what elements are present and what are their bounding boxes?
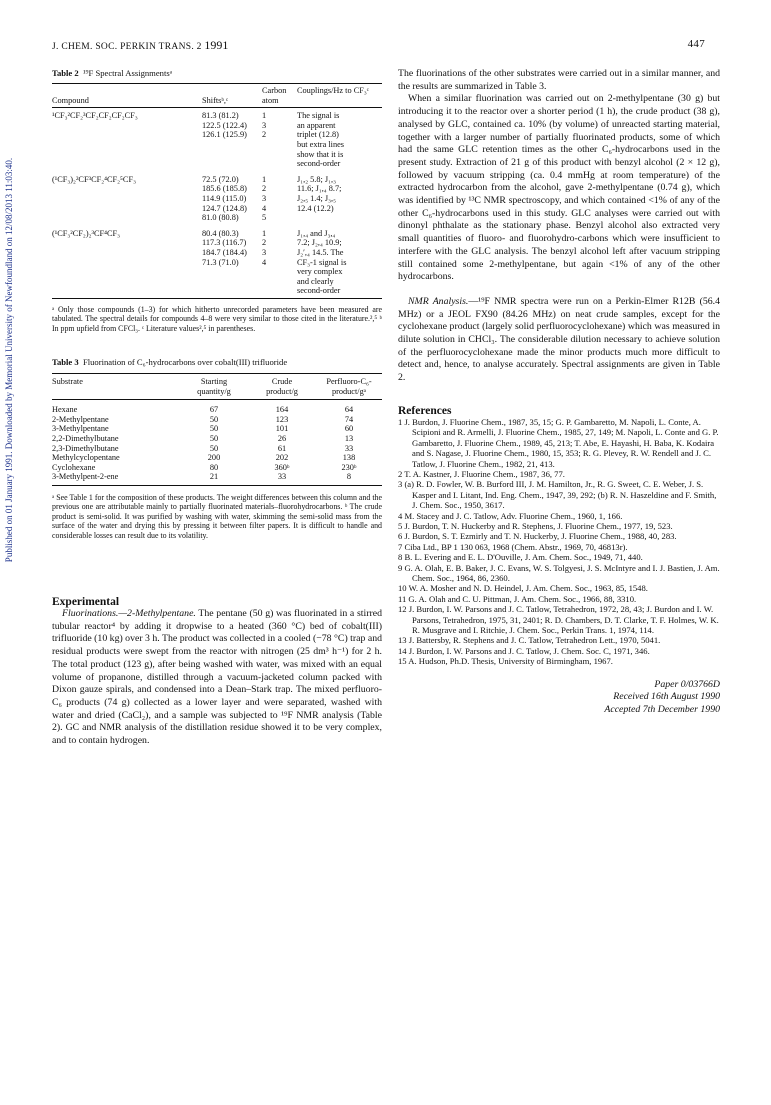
table3-cell: Hexane [52, 405, 78, 415]
experimental-lead: Fluorinations.—2-Methylpentane. [62, 608, 196, 620]
experimental-body: The pentane (50 g) was fluorinated in a stirred tubular reactor⁴ by adding it dropwise to a heated (360 °C) bed of cobalt(III) trifluoride (10 kg) over 3 h. The product was collected in a cooled (−78 °C) trap and residual products were swept from the reactor with nitrogen (25 dm³ h⁻¹) for 2 h. The total product (123 g), after being washed with water, was mixed with an equal volume of propanone, distilled through a vacuum-jacketed column packed with Dixon gauze spirals, and condensed into a Dean–Stark trap. The mixed perfluoro-C₆ products (74 g) collected as a lower layer and were separated, washed with water and dried (CaCl₂), and a sample was subjected to ¹⁹F NMR analysis (Table 2). GC and NMR analysis of the distillation residue showed it to be very complex, and to contain hydrogen. [52, 608, 383, 747]
table2-cell: 2 [262, 184, 267, 194]
table3-header-cell [52, 387, 180, 397]
reference-item: 7 Ciba Ltd., BP 1 130 063, 1968 (Chem. Abstr., 1969, 70, 46813r). [398, 541, 628, 552]
table3-row [52, 463, 382, 473]
table2-cell: 1 [262, 174, 267, 184]
table3-row [52, 434, 382, 444]
table2-cell: 124.7 (124.8) [202, 203, 247, 213]
table3-header-cell: product/gᵃ [331, 386, 367, 396]
table3-cell: 101 [275, 424, 289, 434]
table2-col-shifts: Shiftsᵇ,ᶜ [202, 95, 229, 105]
table2-cell: 117.3 (116.7) [202, 238, 247, 248]
journal-year: 1991 [204, 38, 229, 52]
table2-cell: J₂′,₄ 14.5. The [297, 247, 344, 257]
table3-cell: 13 [344, 434, 354, 444]
table3-header-row [52, 387, 382, 397]
table2-body [52, 111, 382, 296]
table3-cell: 33 [277, 472, 287, 482]
table2-bottom-rule [52, 298, 382, 299]
experimental-text [52, 608, 382, 748]
table2-cell: 7.2; J₂,₄ 10.9; [297, 238, 342, 248]
table2-row [52, 258, 382, 268]
table3-row [52, 453, 382, 463]
table2-cell [202, 159, 262, 169]
table2-cell [262, 140, 297, 150]
table2-cell [202, 286, 262, 296]
table2-cell [202, 277, 262, 287]
table2-row [52, 175, 382, 185]
table2-cell: The signal is [297, 111, 340, 121]
table2-cell: 2 [262, 130, 267, 140]
table2-col-compound: Compound [52, 95, 89, 105]
table2-cell: J₁,₂ 5.8; J₁,₃ [297, 174, 337, 184]
table3-cell: 164 [275, 405, 289, 415]
table3-row [52, 424, 382, 434]
table2-cell: very complex [297, 267, 343, 277]
table2-cell: 71.3 (71.0) [202, 257, 239, 267]
table2-cell [52, 267, 202, 277]
table3-cell: 2-Methylpentane [52, 414, 109, 424]
reference-item: 8 B. L. Evering and E. L. D'Ouville, J. Am. Chem. Soc., 1949, 71, 440. [398, 552, 643, 563]
table2-row [52, 150, 382, 160]
table2-cell: 3 [262, 193, 267, 203]
right-column [398, 68, 720, 716]
reference-item: 3 (a) R. D. Fowler, W. B. Burford III, J. M. Hamilton, Jr., R. G. Sweet, C. E. Weber, J. S. Kasper and I. Litant, Ind. Eng. Chem., 1947, 39, 292; (b) R. N. Haszeldine and F. Smith, J. Chem. Soc., 1950, 3617. [398, 479, 717, 511]
reference-item: 11 G. A. Olah and C. U. Pittman, J. Am. Chem. Soc., 1966, 88, 3310. [398, 593, 637, 604]
table2-cell: 3 [262, 247, 267, 257]
table2-cell: CF₃-1 signal is [297, 257, 347, 267]
table3-cell: 3-Methylpent-2-ene [52, 472, 119, 482]
table2-cell [52, 277, 202, 287]
table3-cell: 2,3-Dimethylbutane [52, 443, 119, 453]
table2-cell: 126.1 (125.9) [202, 130, 247, 140]
table2-cell: 5 [262, 213, 267, 223]
table2-row [52, 213, 382, 223]
table2-cell: 80.4 (80.3) [202, 228, 239, 238]
table2-cell [262, 150, 297, 160]
table2-row [52, 248, 382, 258]
table2-cell [52, 213, 202, 223]
table3-cell: 8 [346, 472, 352, 482]
table2-cell: 81.0 (80.8) [202, 213, 239, 223]
table2-row [52, 159, 382, 169]
table2-cell [52, 130, 202, 140]
table3-row [52, 405, 382, 415]
table2-cell: and clearly [297, 276, 334, 286]
left-column [52, 68, 382, 748]
table3-label: Table 3 [52, 357, 79, 368]
table2-label: Table 2 [52, 68, 79, 78]
table2-cell: 1 [262, 228, 267, 238]
paper-id: Paper 0/03766D [654, 678, 720, 690]
received-date: Received 16th August 1990 [613, 691, 720, 703]
table3-row [52, 415, 382, 425]
table2-cell: ¹CF₃²CF₂³CF₂CF₂CF₂CF₃ [52, 111, 138, 121]
table2-cell [52, 258, 202, 268]
table3-cell: 60 [344, 424, 354, 434]
table2-row [52, 267, 382, 277]
table2-caption [52, 68, 382, 79]
table2-cell: J₁,₄ and J₃,₄ [297, 228, 336, 238]
table3-cell: 33 [344, 443, 354, 453]
reference-item: 15 A. Hudson, Ph.D. Thesis, University of Birmingham, 1967. [398, 656, 613, 667]
table3-cell: 80 [209, 462, 219, 472]
right-para-1: The fluorinations of the other substrates were carried out in a similar manner, and the results are summarized in Table 3. [398, 68, 720, 92]
table3-header-cell: Starting [200, 377, 228, 387]
table2-cell [52, 194, 202, 204]
table2-col-couplings: Couplings/Hz to CF₃ᶜ [297, 86, 369, 95]
table2-cell [52, 159, 202, 169]
table2-cell: 185.6 (185.8) [202, 184, 247, 194]
table2-col-carbon: Carbon atom [262, 86, 287, 105]
table2-title: ¹⁹F Spectral Assignmentsᵃ [82, 68, 173, 78]
table3-cell: 21 [209, 472, 219, 482]
reference-item: 1 J. Burdon, J. Fluorine Chem., 1987, 35, 15; G. P. Gambaretto, M. Napoli, L. Conte, A. Scipioni and R. Armelli, J. Fluorine Chem., 1985, 27, 149; M. Napoli, L. Conte and G. P. Gambaretto, J. Fluorine Chem., 1989, 45, 213; T. Abe, E. Hayashi, H. Baba, K. Kodaira and S. Nagase, J. Fluorine Chem., 1980, 15, 353; R. G. Plevey, R. W. Rendell and J. C. Tatlow, J. Fluorine Chem., 1982, 21, 413. [398, 416, 719, 469]
table2-cell: 11.6; J₁,₄ 8.7; [297, 184, 342, 194]
reference-item: 13 J. Battersby, R. Stephens and J. C. Tatlow, Tetrahedron Lett., 1970, 5041. [398, 635, 661, 646]
table3-cell: 200 [207, 453, 221, 463]
reference-item: 5 J. Burdon, T. N. Huckerby and R. Stephens, J. Fluorine Chem., 1977, 19, 523. [398, 520, 673, 531]
table3-cell: 67 [209, 405, 219, 415]
table3-header-cell: product/g [266, 386, 298, 396]
table2-cell [202, 150, 262, 160]
table3-title: Fluorination of C₆-hydrocarbons over cobalt(III) trifluoride [82, 357, 288, 368]
nmr-lead: NMR Analysis. [408, 295, 469, 307]
table2-cell: 4 [262, 257, 267, 267]
table2-cell: 72.5 (72.0) [202, 174, 239, 184]
table2-cell: 122.5 (122.4) [202, 120, 247, 130]
reference-item: 2 T. A. Kastner, J. Fluorine Chem., 1987, 36, 77. [398, 468, 565, 479]
table2-cell: J₂,₅ 1.4; J₃,₅ [297, 193, 337, 203]
table2-row [52, 111, 382, 121]
table3-header [52, 377, 382, 405]
table3-row [52, 472, 382, 482]
nmr-para [398, 296, 720, 385]
table2-cell: second-order [297, 159, 341, 169]
accepted-date: Accepted 7th December 1990 [604, 703, 720, 715]
table2-cell: 2 [262, 238, 267, 248]
table2-cell: 114.9 (115.0) [202, 193, 247, 203]
table2-row [52, 238, 382, 248]
journal-name: J. CHEM. SOC. PERKIN TRANS. 2 [52, 42, 202, 52]
table3-top-rule [52, 373, 382, 374]
table3-cell: 64 [344, 405, 354, 415]
table3-cell: 3-Methylpentane [52, 424, 109, 434]
table2-cell [297, 213, 382, 223]
table2-header-rule [52, 107, 382, 108]
table2-cell [52, 248, 202, 258]
reference-item: 10 W. A. Mosher and N. D. Heindel, J. Am. Chem. Soc., 1963, 85, 1548. [398, 583, 648, 594]
table3-bottom-rule [52, 485, 382, 486]
table2-cell: 184.7 (184.4) [202, 247, 247, 257]
references-heading: References [398, 404, 452, 417]
table2-row [52, 140, 382, 150]
table2-cell: but extra lines [297, 139, 345, 149]
table2-cell [262, 159, 297, 169]
table3-cell: 138 [342, 453, 356, 463]
table2-cell [202, 267, 262, 277]
table3-caption [52, 357, 382, 368]
table3-cell: 50 [209, 434, 219, 444]
table3-cell: 50 [209, 424, 219, 434]
table3-cell: Methylcyclopentane [52, 453, 120, 463]
table2-cell: 1 [262, 111, 267, 121]
table3 [52, 377, 382, 482]
table2-row [52, 286, 382, 296]
table3-header-row [52, 377, 382, 387]
table3-header-cell: Perfluoro-C₆- [326, 377, 372, 387]
table2-cell: triplet (12.8) [297, 130, 339, 140]
table2-cell [52, 286, 202, 296]
table3-cell: 26 [277, 434, 287, 444]
table3-footnote: ᵃ See Table 1 for the composition of these products. The weight differences between this column and the previous one are attributable mainly to partially fluorinated materials–fluorohydrocarbons. ᵇ The crude product is semi-solid. It was purified by washing with water, skimming the semi-solid mass from the surface of the water and drying this by pressing it between filter papers. It is difficult to handle and considerable losses can result due to its volatility. [52, 493, 382, 540]
table2-row [52, 130, 382, 140]
table3-header-cell: Crude [271, 377, 293, 387]
watermark-text: Published on 01 January 1991. Downloaded by Memorial University of Newfoundland on 12/08/2013 11:03:40. [4, 157, 14, 563]
table2-cell: show that it is [297, 149, 344, 159]
table2-row [52, 184, 382, 194]
submission-info [398, 679, 720, 717]
table3-cell: Cyclohexane [52, 462, 96, 472]
running-header [52, 38, 228, 53]
table2-cell: 4 [262, 203, 267, 213]
table2-row [52, 121, 382, 131]
table3-header-cell: Substrate [52, 377, 83, 387]
table2-row [52, 229, 382, 239]
table3-cell: 50 [209, 443, 219, 453]
table3-body [52, 405, 382, 482]
reference-item: 12 J. Burdon, I. W. Parsons and J. C. Tatlow, Tetrahedron, 1972, 28, 43; J. Burdon and I. W. Parsons, Tetrahedron, 1975, 31, 2401; R. D. Chambers, D. T. Clarke, T. F. Holmes, W. K. R. Musgrave and I. Ritchie, J. Chem. Soc., Perkin Trans. 1, 1974, 114. [398, 604, 719, 635]
experimental-heading: Experimental [52, 596, 120, 609]
table3-cell: 230ᵇ [341, 462, 357, 472]
table2-cell [52, 150, 202, 160]
table2-row [52, 204, 382, 214]
download-watermark [0, 0, 18, 1105]
table2-cell [52, 238, 202, 248]
table2-cell [202, 140, 262, 150]
table3-cell: 50 [209, 414, 219, 424]
references-list [398, 417, 720, 667]
table3-cell: 123 [275, 414, 289, 424]
table2-cell [262, 277, 297, 287]
table3-cell: 74 [344, 414, 354, 424]
table3-row [52, 444, 382, 454]
table2-cell: 3 [262, 120, 267, 130]
table3-cell: 202 [275, 453, 289, 463]
table2-cell [52, 184, 202, 194]
table2-top-rule [52, 83, 382, 84]
reference-item: 4 M. Stacey and J. C. Tatlow, Adv. Fluorine Chem., 1960, 1, 166. [398, 510, 623, 521]
table2-cell [262, 267, 297, 277]
table2-cell [262, 286, 297, 296]
table3-cell: 61 [277, 443, 287, 453]
table2-cell: an apparent [297, 120, 336, 130]
table2-footnote: ᵃ Only those compounds (1–3) for which hitherto unrecorded parameters have been measured are tabulated. The spectral details for compounds 4–8 were very similar to those cited in the literature.²,⁵ ᵇ In ppm upfield from CFCl₃. ᶜ Literature values²,⁵ in parentheses. [52, 304, 382, 333]
table2-row [52, 194, 382, 204]
right-para-2: When a similar fluorination was carried out on 2-methylpentane (30 g) but introducing it to the reactor over a shorter period (1 h), the crude product (38 g), analysed by GLC, contained ca. 10% (by volume) of unreacted starting material, together with a larger number of partially fluorinated products, some of which had the same GLC retention times as the other C₆-hydrocarbons used in the present study. Extraction of 21 g of this product with benzyl alcohol (2 × 12 g), followed by vacuum stripping (ca. 0.4 mmHg at room temperature) of the extracted hydrocarbon from the alcohol, gave 2-methylpentane (0.74 g), which was identified by ¹³C NMR spectroscopy, and which contained <1% of any of the other C₆-hydrocarbons used in this study. GLC analyses were carried out with dinonyl phthalate as the stationary phase. Benzyl alcohol also extracted very small quantities of fluoro- and fluorohydro-carbons which were insufficient to interfere with the GLC analysis. The benzyl alcohol left after vacuum stripping still contained some 2-methylpentane, but again <1% of any of the other hydrocarbons. [398, 93, 720, 283]
table3-header-cell: quantity/g [197, 386, 231, 396]
reference-item: 6 J. Burdon, S. T. Ezmirly and T. N. Huckerby, J. Fluorine Chem., 1988, 40, 283. [398, 531, 677, 542]
table2-cell: 81.3 (81.2) [202, 111, 239, 121]
table2-cell [52, 204, 202, 214]
table2 [52, 86, 382, 296]
table2-cell: second-order [297, 286, 341, 296]
table2-cell [52, 121, 202, 131]
table2-cell [52, 140, 202, 150]
table2-cell: 12.4 (12.2) [297, 203, 334, 213]
table2-header [52, 86, 382, 105]
table3-cell: 360ᵇ [274, 462, 290, 472]
table3-cell: 2,2-Dimethylbutane [52, 434, 119, 444]
page-number: 447 [687, 38, 705, 50]
right-body [398, 68, 720, 385]
table2-row [52, 277, 382, 287]
reference-item: 14 J. Burdon, I. W. Parsons and J. C. Tatlow, J. Chem. Soc. C, 1971, 346. [398, 645, 650, 656]
table2-cell: (¹CF₃)₂²CF³CF₂⁴CF₂⁵CF₃ [52, 174, 136, 184]
nmr-text: —¹⁹F NMR spectra were run on a Perkin-Elmer R12B (56.4 MHz) or a JEOL FX90 (84.26 MHz) on neat crude samples, except for the cyclohexane product (largely solid perfluorocyclohexane) which was measured in dilute solution in CHCl₃. The considerable dilution necessary to achieve solution of the perfluorocyclohexane made the minor products much more difficult to detect and, hence, to analyse accurately. Spectral assignments are given in Table 2. [398, 295, 720, 384]
table2-cell: (¹CF₃²CF₂)₂³CF⁴CF₃ [52, 228, 121, 238]
reference-item: 9 G. A. Olah, E. B. Baker, J. C. Evans, W. S. Tolgyesi, J. S. McIntyre and I. J. Bastien, J. Am. Chem. Soc., 1964, 86, 2360. [398, 562, 720, 583]
